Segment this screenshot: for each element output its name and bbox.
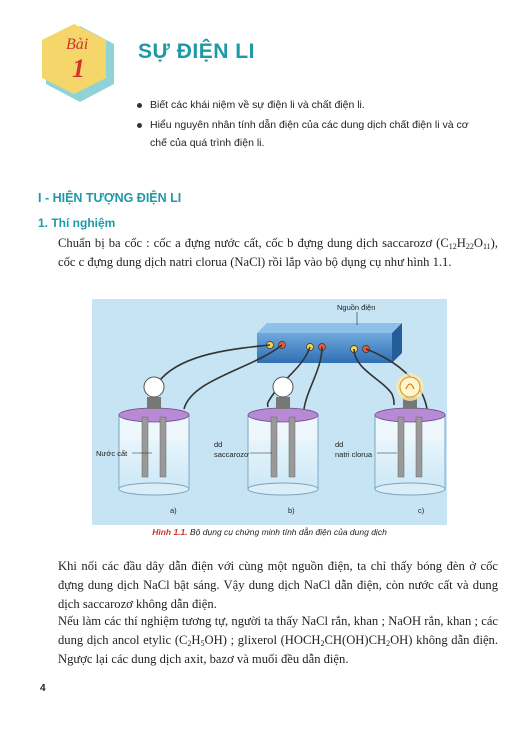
beaker-a (119, 377, 189, 495)
paragraph-observation: Khi nối các đầu dây dẫn điện với cùng một nguồn điện, ta chỉ thấy bóng đèn ở cốc đựng dung dịch NaCl bật sáng. Vậy dung dịch NaCl dẫn điện, còn nước cất và dung dịch saccarozơ không dẫn điện. (58, 559, 498, 611)
figure-apparatus (92, 299, 447, 525)
caption-label: Hình 1.1. (152, 527, 188, 537)
apparatus-illustration (92, 299, 447, 525)
power-source (257, 323, 402, 363)
objective-item: Hiểu nguyên nhân tính dẫn điện của các dung dịch chất điện li và cơ chế của quá trình điện li. (136, 116, 486, 152)
page-title: SỰ ĐIỆN LI (138, 40, 255, 63)
figure-caption (92, 527, 447, 537)
subsection-heading: 1. Thí nghiệm (38, 216, 116, 230)
objective-item: Biết các khái niệm về sự điện li và chất điện li. (136, 96, 486, 114)
power-source-label: Nguồn điện (337, 303, 376, 312)
lesson-word: Bài (66, 36, 89, 53)
tag-b: b) (288, 506, 295, 515)
caption-text: Bộ dụng cụ chứng minh tính dẫn điện của dung dịch (190, 527, 387, 537)
tag-c: c) (418, 506, 425, 515)
label-distilled-water: Nước cất (96, 449, 128, 458)
beaker-c (375, 373, 445, 495)
lesson-number: 1 (72, 54, 85, 83)
page-number: 4 (40, 683, 46, 694)
paragraph-experiment: Chuẩn bị ba cốc : cốc a đựng nước cất, cốc b đựng dung dịch saccarozơ $(C_{12}H_{22}O_{11})$, cốc c đựng dung dịch natri clorua (NaCl) rồi lắp vào bộ dụng cụ như hình 1.1. (58, 236, 498, 269)
tag-a: a) (170, 506, 177, 515)
label-saccharose-line1: dd (214, 440, 223, 449)
label-saccharose-line2: saccarozơ (214, 450, 249, 459)
objectives-list (136, 96, 486, 154)
section-heading: I - HIỆN TƯỢNG ĐIỆN LI (38, 191, 182, 205)
label-nacl-line2: natri clorua (335, 450, 373, 459)
label-nacl-line1: dd (335, 440, 344, 449)
paragraph-conclusion: Nếu làm các thí nghiệm tương tự, người ta thấy NaCl rắn, khan ; NaOH rắn, khan ; các dung dịch ancol etylic $(C_2H_5OH)$ ; glixerol $(HOCH_2CH(OH)CH_2OH)$ không dẫn điện. Ngược lại các dung dịch axit, bazơ và muối đều dẫn điện. (58, 614, 498, 666)
